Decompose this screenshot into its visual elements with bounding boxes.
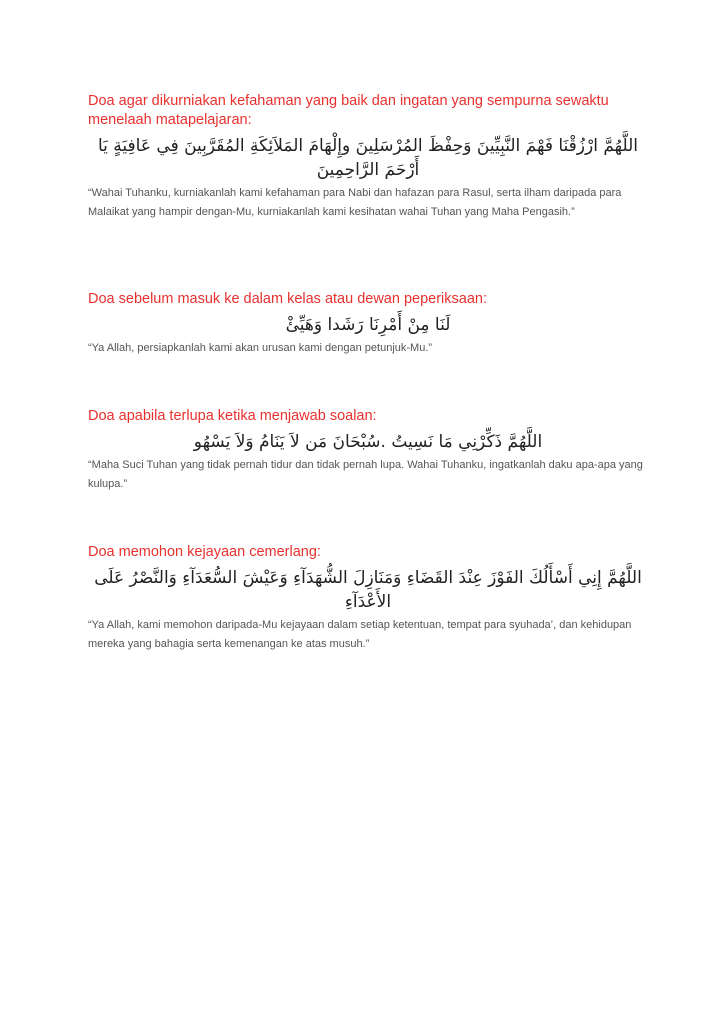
arabic-prayer-text: اللَّهُمَّ ذَكِّرْنِي مَا نَسِيتُ .سُبْحَانَ مَن لاَ يَنَامُ وَلاَ يَسْهُو: [193, 432, 543, 452]
section-heading: Doa apabila terlupa ketika menjawab soalan:: [88, 408, 377, 424]
section-heading: Doa memohon kejayaan cemerlang:: [88, 544, 321, 560]
section-heading: Doa agar dikurniakan kefahaman yang baik dan ingatan yang sempurna sewaktu menelaah matapelajaran:: [88, 93, 609, 128]
section-heading: Doa sebelum masuk ke dalam kelas atau dewan peperiksaan:: [88, 291, 487, 307]
doa-section-3: [88, 407, 648, 494]
translation-text: “Wahai Tuhanku, kurniakanlah kami kefahaman para Nabi dan hafazan para Rasul, serta ilham daripada para Malaikat yang hampir dengan-Mu, kurniakanlah kami kesihatan wahai Tuhan yang Maha Pengasih.”: [88, 187, 622, 218]
translation-text: “Ya Allah, persiapkanlah kami akan urusan kami dengan petunjuk-Mu.”: [88, 342, 433, 354]
doa-section-2: [88, 290, 648, 358]
translation-text: “Ya Allah, kami memohon daripada-Mu kejayaan dalam setiap ketentuan, tempat para syuhada’, dan kehidupan mereka yang bahagia serta kemenangan ke atas musuh.”: [88, 619, 632, 650]
arabic-prayer-text: لَنَا مِنْ أَمْرِنَا رَشَدا وَهَيِّئْ: [285, 315, 451, 335]
doa-section-4: [88, 543, 648, 654]
arabic-prayer-text: اللَّهُمَّ ارْزُقْنَا فَهْمَ النَّبِيِّينَ وَحِفْظَ المُرْسَلِينَ وإِلْهَامَ المَلاَئِكَةِ المُقَرَّبِينَ فِي عَافِيَةٍ يَا أَرْحَمَ الرَّاحِمِينَ: [97, 136, 639, 180]
arabic-prayer-text: اللَّهُمَّ إِنِي أَسْأَلُكَ الفَوْزَ عِنْدَ القَضَاءِ وَمَنَازِلَ الشُّهَدَآءِ وَعَيْشَ السُّعَدَآءِ وَالنَّصْرُ عَلَى الأَعْدَآءِ: [94, 568, 642, 612]
doa-section-1: [88, 92, 648, 222]
translation-text: “Maha Suci Tuhan yang tidak pernah tidur dan tidak pernah lupa. Wahai Tuhanku, ingatkanlah daku apa-apa yang kulupa.”: [88, 459, 643, 490]
